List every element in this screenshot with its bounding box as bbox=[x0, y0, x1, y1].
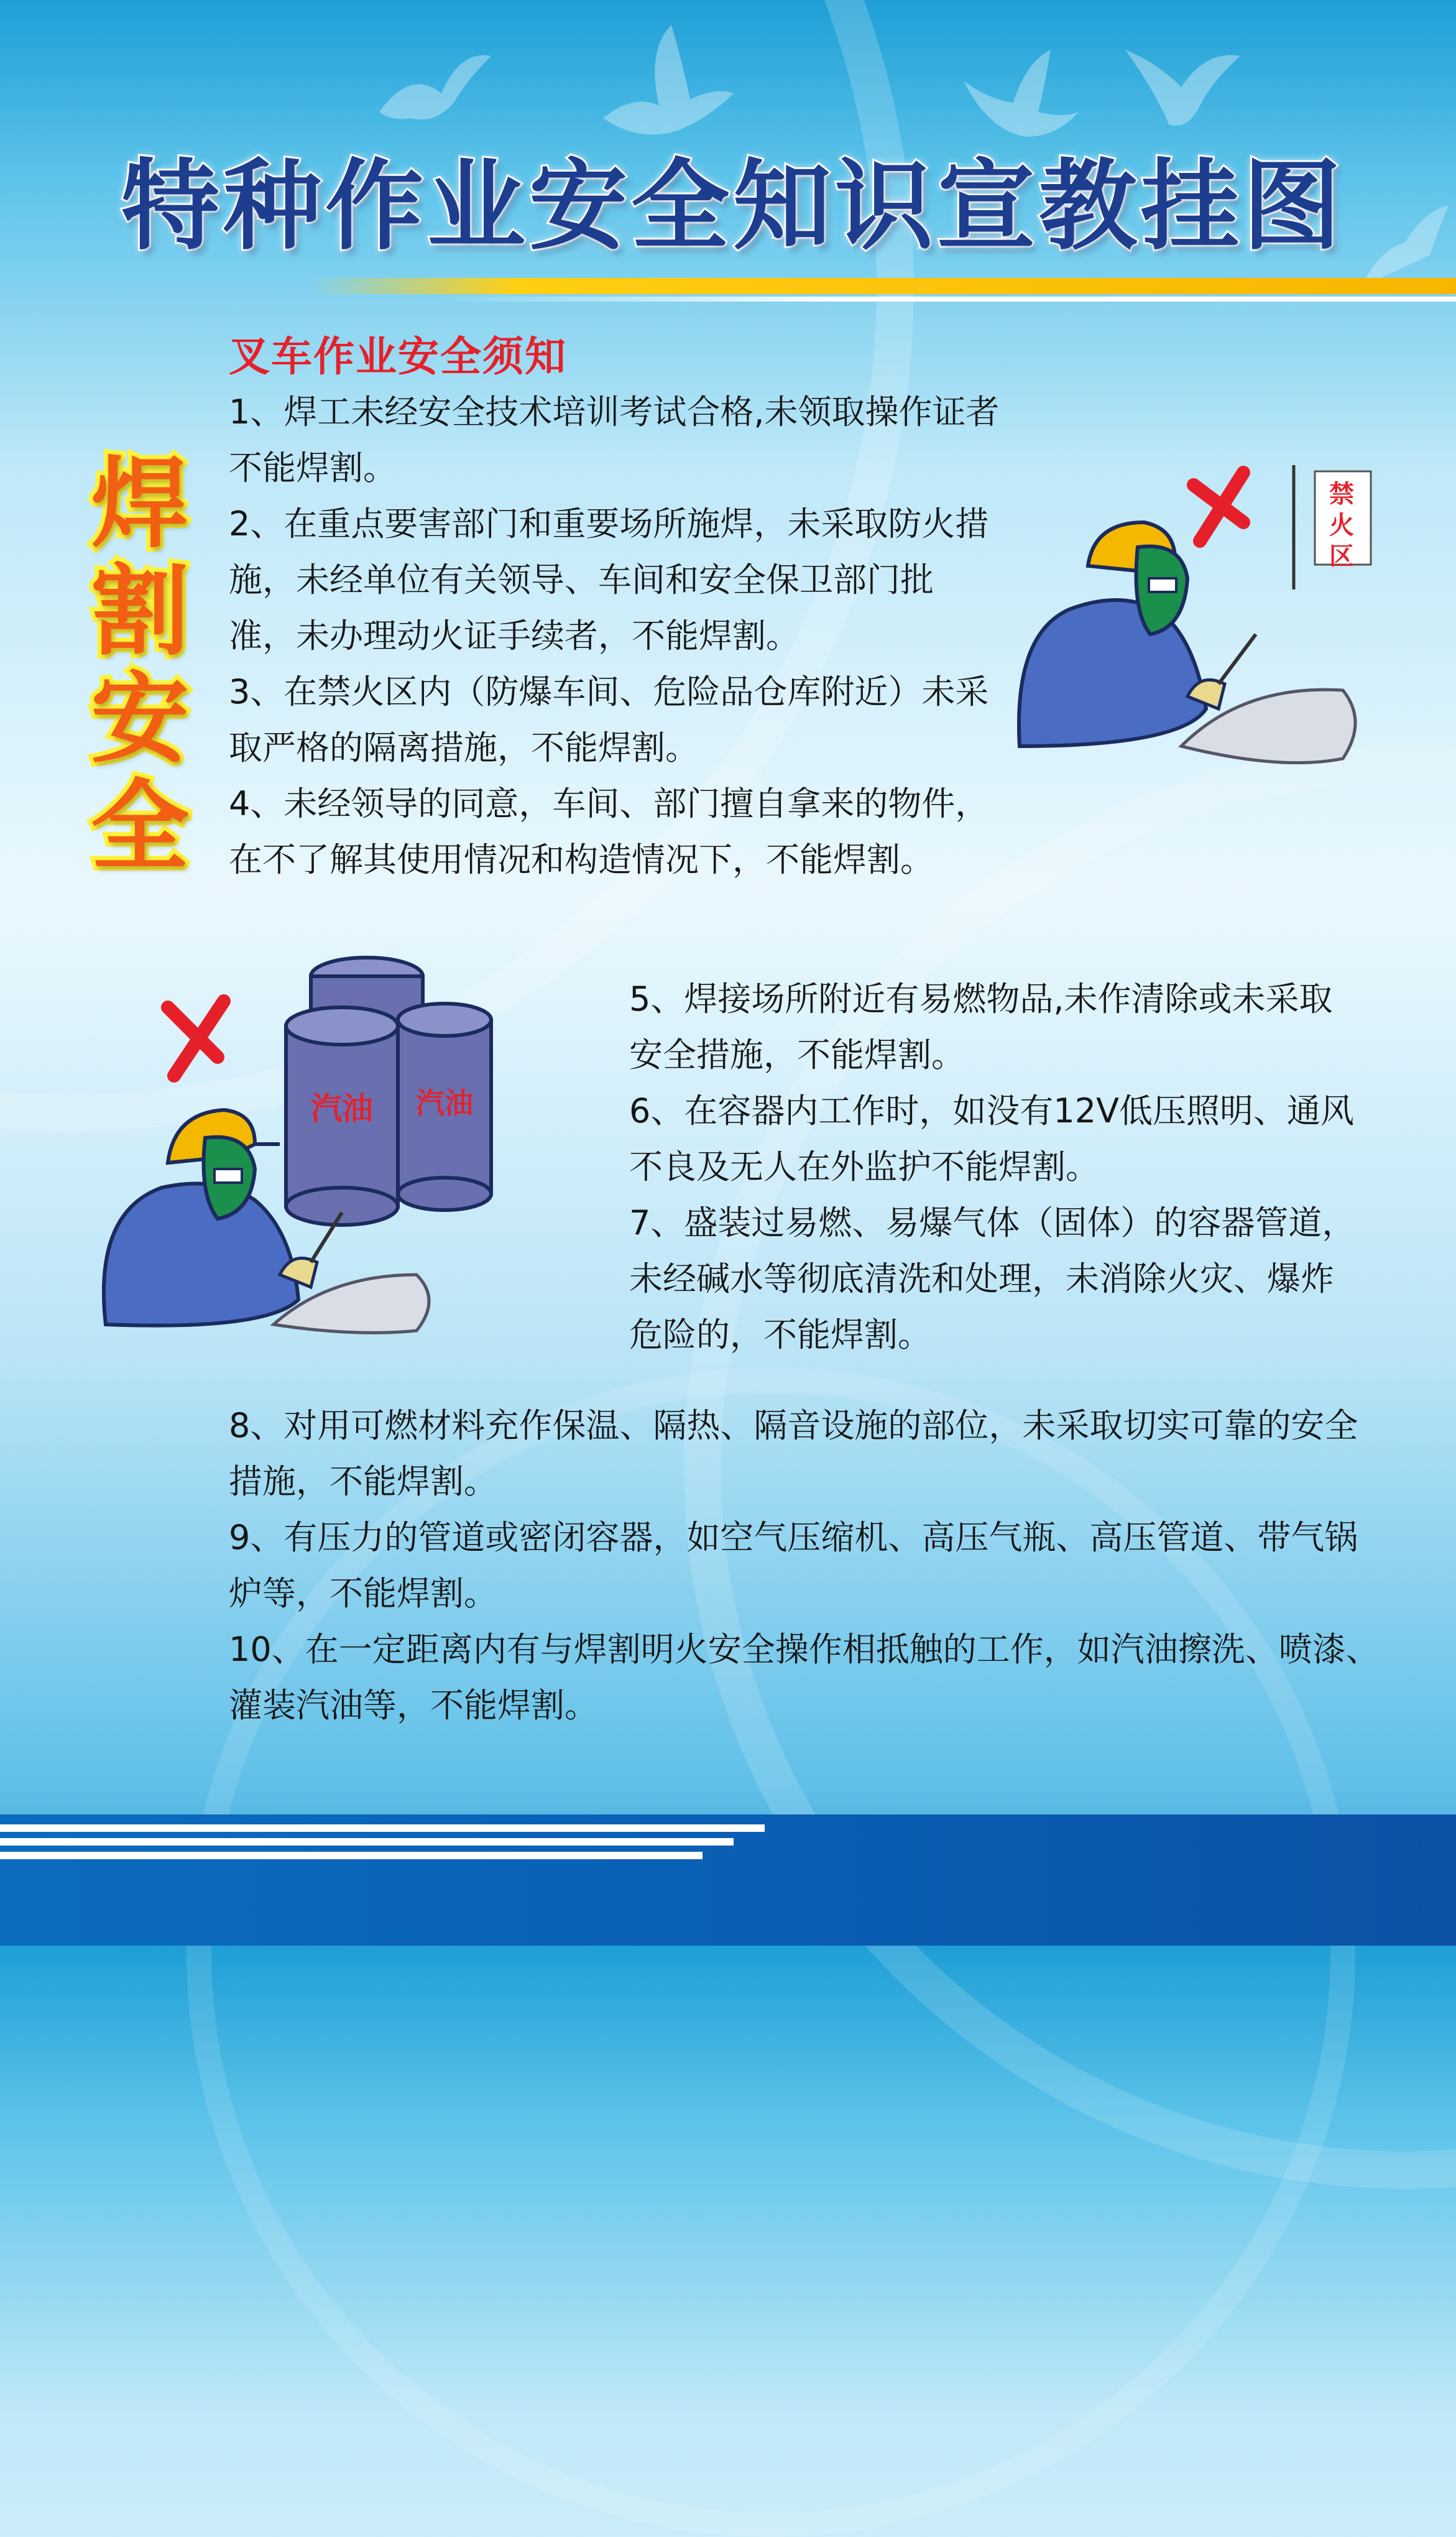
side-label-char: 焊 bbox=[91, 447, 189, 561]
rule-item-1: 1、焊工未经安全技术培训考试合格,未领取操作证者不能焊割。 bbox=[229, 392, 1000, 488]
side-label-char: 全 bbox=[91, 770, 189, 884]
welder-barrels-illustration bbox=[93, 951, 591, 1337]
fuel-barrel-icon bbox=[286, 1007, 398, 1225]
page-title: 特种作业安全知识宣教挂图 bbox=[121, 149, 1345, 264]
rule-item-10: 10、在一定距离内有与焊割明火安全操作相抵触的工作，如汽油擦洗、喷漆、灌装汽油等，不能焊割。 bbox=[229, 1630, 1380, 1725]
rule-item-6: 6、在容器内工作时，如没有12V低压照明、通风不良及无人在外监护不能焊割。 bbox=[629, 1091, 1355, 1186]
accent-rule-highlight bbox=[435, 297, 1456, 302]
dove-icon bbox=[373, 44, 497, 137]
side-label-char: 割 bbox=[91, 555, 189, 669]
footer-stripe bbox=[0, 1852, 703, 1859]
rule-item-9: 9、有压力的管道或密闭容器，如空气压缩机、高压气瓶、高压管道、带气锅炉等，不能焊割。 bbox=[229, 1518, 1358, 1613]
red-x-icon bbox=[168, 1001, 224, 1076]
rule-item-4: 4、未经领导的同意，车间、部门擅自拿来的物件，在不了解其使用情况和构造情况下，不能焊割。 bbox=[229, 784, 989, 879]
side-label bbox=[87, 447, 193, 884]
accent-rule bbox=[311, 278, 1456, 294]
welder-illustration bbox=[995, 448, 1368, 771]
footer-stripes bbox=[0, 1816, 777, 1865]
rule-item-3: 3、在禁火区内（防爆车间、危险品仓库附近）未采取严格的隔离措施，不能焊割。 bbox=[229, 672, 989, 767]
footer-stripe bbox=[0, 1838, 734, 1846]
rule-item-7: 7、盛装过易燃、易爆气体（固体）的容器管道，未经碱水等彻底清洗和处理，未消除火灾、爆炸危险的，不能焊割。 bbox=[629, 1203, 1356, 1354]
section-heading: 叉车作业安全须知 bbox=[229, 333, 567, 381]
no-fire-zone-text: 禁火区 bbox=[1329, 480, 1354, 571]
rule-item-5: 5、焊接场所附近有易燃物品,未作清除或未采取安全措施，不能焊割。 bbox=[629, 979, 1333, 1074]
red-x-icon bbox=[1194, 473, 1243, 541]
dove-icon bbox=[1119, 37, 1243, 137]
barrel-label: 汽油 bbox=[416, 1086, 473, 1120]
side-label-char: 安 bbox=[91, 662, 189, 777]
barrel-label: 汽油 bbox=[311, 1091, 373, 1127]
fuel-barrel-icon bbox=[398, 1004, 491, 1210]
rule-item-8: 8、对用可燃材料充作保温、隔热、隔音设施的部位，未采取切实可靠的安全措施，不能焊割。 bbox=[229, 1406, 1358, 1501]
rule-item-2: 2、在重点要害部门和重要场所施焊，未采取防火措施，未经单位有关领导、车间和安全保卫部门批准，未办理动火证手续者，不能焊割。 bbox=[229, 504, 989, 655]
footer-stripe bbox=[0, 1824, 765, 1832]
